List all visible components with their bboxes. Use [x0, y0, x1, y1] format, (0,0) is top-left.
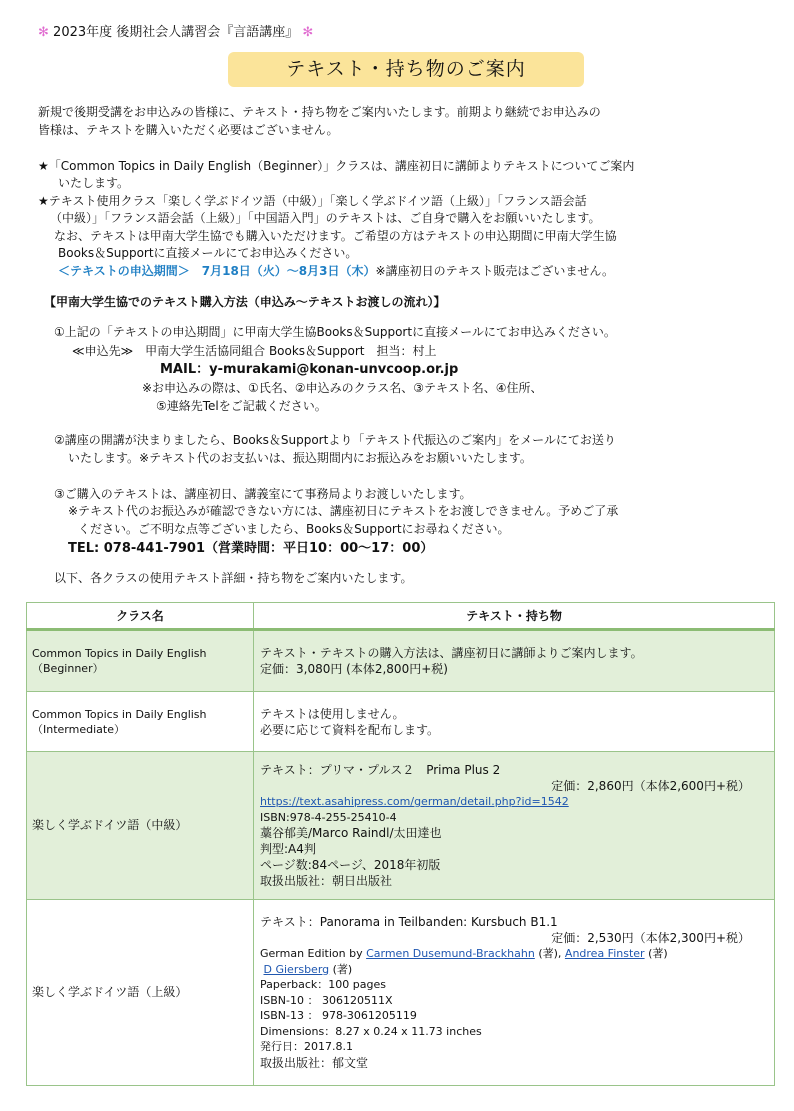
- text-publisher: 取扱出版社：郁文堂: [260, 1055, 369, 1070]
- text-price: 定価：2,530円（本体2,300円+税）: [551, 931, 750, 946]
- application-period: [58, 263, 614, 279]
- text-authors: [260, 946, 768, 962]
- text-isbn: ISBN-13 ： 978-3061205119: [260, 1009, 417, 1023]
- author-link[interactable]: Andrea Finster: [564, 947, 645, 961]
- text-publisher: 取扱出版社：朝日出版社: [260, 874, 393, 888]
- class-name-cell: [27, 752, 254, 900]
- text-info: テキストは使用しません。: [260, 706, 405, 721]
- step-3: ※テキスト代のお振込みが確認できない方には、講座初日にテキストをお渡しできません。予めご了承: [68, 504, 619, 518]
- table-header-row: [27, 603, 775, 630]
- note-line: いたします。: [58, 176, 130, 190]
- author-role: (著),: [534, 947, 565, 961]
- text-cell: [254, 752, 775, 900]
- contact-email: MAIL：y-murakami@konan-unvcoop.or.jp: [160, 362, 459, 377]
- text-info: 必要に応じて資料を配布します。: [260, 722, 440, 737]
- flower-icon: ✻: [302, 25, 314, 40]
- step-1-note: ⑤連絡先Telをご記載ください。: [156, 399, 327, 413]
- class-name-cell: [27, 630, 254, 692]
- text-price: 定価：3,080円 (本体2,800円+税): [260, 662, 448, 676]
- note-line: Books＆Supportに直接メールにてお申込みください。: [58, 246, 358, 260]
- text-authors: [260, 962, 768, 978]
- text-cell: [254, 900, 775, 1086]
- class-name-cell: [27, 900, 254, 1086]
- class-name-cell: [27, 692, 254, 752]
- purchase-heading: 【甲南大学生協でのテキスト購入方法（申込み～テキストお渡しの流れ）】: [44, 295, 446, 309]
- step-3: ③ご購入のテキストは、講座初日、講義室にて事務局よりお渡しいたします。: [54, 487, 472, 501]
- note-line: ★「Common Topics in Daily English（Beginner）」クラスは、講座初日に講師よりテキストについてご案内: [38, 159, 635, 173]
- table-row: [27, 900, 775, 1086]
- text-title: テキスト：プリマ・プルス２ Prima Plus 2: [260, 763, 501, 777]
- text-isbn: ISBN-10 ： 306120511X: [260, 993, 393, 1007]
- header-class-name: クラス名: [27, 603, 254, 630]
- flower-icon: ✻: [38, 25, 49, 40]
- period-note: ※講座初日のテキスト販売はございません。: [375, 264, 615, 278]
- intro-line-2: 皆様は、テキストを購入いただく必要はございません。: [38, 123, 339, 137]
- period-dates: ＜テキストの申込期間＞ 7月18日（火）～8月3日（木）: [58, 264, 376, 278]
- table-row: [27, 692, 775, 752]
- text-date: 発行日：2017.8.1: [260, 1040, 353, 1054]
- step-3: ください。ご不明な点等ございましたら、Books＆Supportにお尋ねください。: [78, 522, 510, 536]
- note-line: （中級）」「フランス語会話（上級）」「中国語入門」のテキストは、ご自身で購入をお願いいたします。: [50, 211, 601, 225]
- step-1-recipient: ≪申込先≫ 甲南大学生活協同組合 Books＆Support 担当：村上: [72, 344, 437, 358]
- text-isbn: ISBN:978-4-255-25410-4: [260, 810, 397, 824]
- class-name: Common Topics in Daily English: [32, 707, 207, 721]
- class-name: Common Topics in Daily English: [32, 647, 207, 660]
- table-row: [27, 630, 775, 692]
- step-2: いたします。※テキスト代のお支払いは、振込期間内にお振込みをお願いいたします。: [68, 451, 532, 465]
- banner-title: テキスト・持ち物のご案内: [228, 52, 584, 87]
- author-role: (著): [644, 947, 668, 961]
- step-1: ①上記の「テキストの申込期間」に甲南大学生協Books＆Supportに直接メールにてお申込みください。: [54, 325, 616, 339]
- page-header: [38, 24, 313, 41]
- class-name: 楽しく学ぶドイツ語（上級）: [32, 985, 188, 999]
- class-name: 楽しく学ぶドイツ語（中級）: [32, 818, 188, 832]
- text-pages: ページ数:84ページ、2018年初版: [260, 858, 441, 872]
- page-title: 2023年度 後期社会人講習会『言語講座』: [53, 25, 299, 40]
- table-row: [27, 752, 775, 900]
- text-title: テキスト：Panorama in Teilbanden: Kursbuch B1.1: [260, 915, 558, 930]
- author-link[interactable]: Carmen Dusemund-Brackhahn: [366, 947, 535, 961]
- text-table: [26, 602, 775, 1086]
- class-level: （Intermediate）: [32, 722, 125, 736]
- header-text-items: テキスト・持ち物: [254, 603, 775, 630]
- contact-tel: TEL: 078-441-7901（営業時間：平日10：00～17：00）: [68, 541, 434, 556]
- author-link[interactable]: D Giersberg: [263, 962, 330, 976]
- text-info: テキスト・テキストの購入方法は、講座初日に講師よりご案内します。: [260, 646, 643, 660]
- table-intro: 以下、各クラスの使用テキスト詳細・持ち物をご案内いたします。: [54, 571, 413, 585]
- text-size: 判型:A4判: [260, 842, 316, 856]
- class-level: （Beginner）: [32, 662, 104, 675]
- text-price: 定価：2,860円（本体2,600円+税）: [551, 779, 750, 793]
- step-2: ②講座の開講が決まりましたら、Books＆Supportより「テキスト代振込のご案内」をメールにてお送り: [54, 433, 616, 447]
- text-cell: [254, 692, 775, 752]
- note-line: ★テキスト使用クラス「楽しく学ぶドイツ語（中級）」「楽しく学ぶドイツ語（上級）」「フランス語会話: [38, 194, 587, 208]
- step-1-note: ※お申込みの際は、①氏名、②申込みのクラス名、③テキスト名、④住所、: [142, 381, 543, 395]
- edition-label: German Edition by: [260, 947, 367, 961]
- intro-line-1: 新規で後期受講をお申込みの皆様に、テキスト・持ち物をご案内いたします。前期より継続でお申込みの: [38, 105, 601, 119]
- author-role: (著): [329, 962, 353, 976]
- text-url-link[interactable]: https://text.asahipress.com/german/detail.php?id=1542: [260, 795, 569, 808]
- text-cell: [254, 630, 775, 692]
- text-dimensions: Dimensions：8.27 x 0.24 x 11.73 inches: [260, 1024, 482, 1038]
- text-pages: Paperback：100 pages: [260, 978, 386, 992]
- note-line: なお、テキストは甲南大学生協でも購入いただけます。ご希望の方はテキストの申込期間に甲南大学生協: [54, 229, 617, 243]
- text-authors: 藁谷郁美/Marco Raindl/太田達也: [260, 826, 442, 840]
